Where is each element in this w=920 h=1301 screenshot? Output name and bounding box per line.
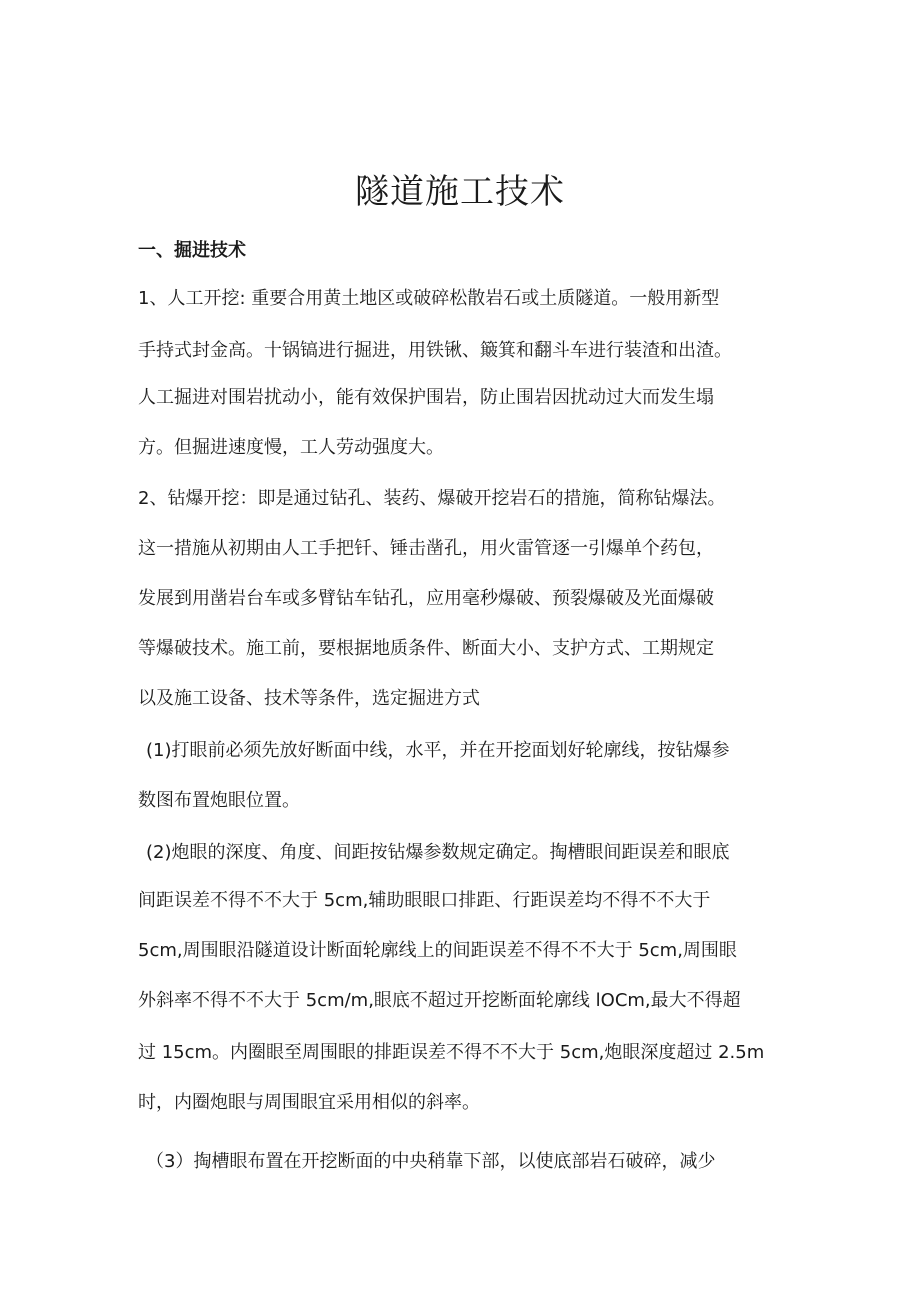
paragraph-line: 2、钻爆开挖：即是通过钻孔、装药、爆破开挖岩石的措施，简称钻爆法。 [138, 488, 726, 509]
paragraph-line: (2)炮眼的深度、角度、间距按钻爆参数规定确定。掏槽眼间距误差和眼底 [146, 842, 730, 863]
paragraph-line: 发展到用凿岩台车或多臂钻车钻孔，应用毫秒爆破、预裂爆破及光面爆破 [138, 588, 714, 609]
paragraph-line: 以及施工设备、技术等条件，选定掘进方式 [138, 688, 480, 709]
paragraph-line: 时，内圈炮眼与周围眼宜采用相似的斜率。 [138, 1092, 480, 1113]
paragraph-line: 人工掘进对围岩扰动小，能有效保护围岩，防止围岩因扰动过大而发生塌 [138, 387, 714, 408]
paragraph-line: 过 15cm。内圈眼至周围眼的排距误差不得不不大于 5cm,炮眼深度超过 2.5m [138, 1042, 765, 1063]
paragraph-line: 外斜率不得不不大于 5cm∕m,眼底不超过开挖断面轮廓线 lOCm,最大不得超 [138, 990, 741, 1011]
paragraph-line: 5cm,周围眼沿隧道设计断面轮廓线上的间距误差不得不不大于 5cm,周围眼 [138, 940, 737, 961]
paragraph-line: 这一措施从初期由人工手把钎、锤击凿孔，用火雷管逐一引爆单个药包， [138, 538, 714, 559]
paragraph-line: (1)打眼前必须先放好断面中线，水平，并在开挖面划好轮廓线，按钻爆参 [146, 740, 730, 761]
paragraph-line: 等爆破技术。施工前，要根据地质条件、断面大小、支护方式、工期规定 [138, 638, 714, 659]
section-heading: 一、掘进技术 [138, 240, 246, 261]
paragraph-line: 数图布置炮眼位置。 [138, 790, 300, 811]
paragraph-line: （3）掏槽眼布置在开挖断面的中央稍靠下部，以使底部岩石破碎，减少 [146, 1151, 716, 1172]
document-title: 隧道施工技术 [355, 172, 565, 212]
paragraph-line: 方。但掘进速度慢，工人劳动强度大。 [138, 437, 444, 458]
paragraph-line: 手持式封金高。十锅镐进行掘进，用铁锹、簸箕和翻斗车进行装渣和出渣。 [138, 340, 732, 361]
paragraph-line: 间距误差不得不不大于 5cm,辅助眼眼口排距、行距误差均不得不不大于 [138, 890, 711, 911]
paragraph-line: 1、人工开挖: 重要合用黄土地区或破碎松散岩石或土质隧道。一般用新型 [138, 288, 720, 309]
